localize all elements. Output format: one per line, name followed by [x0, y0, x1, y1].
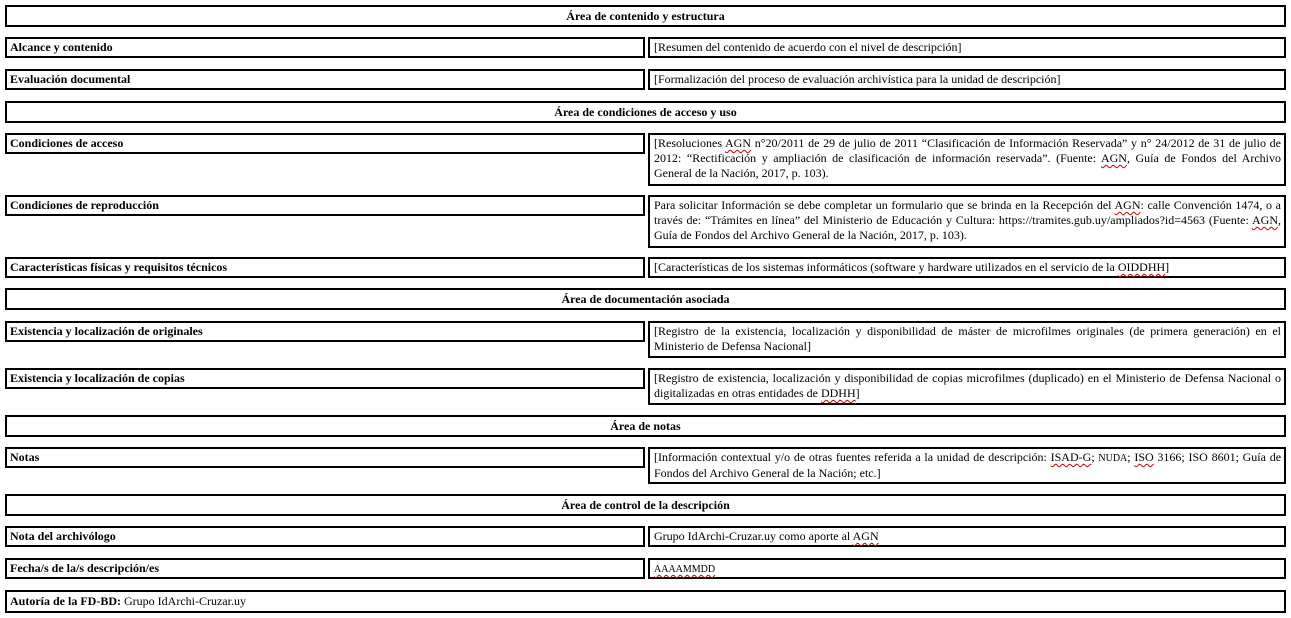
label-autoria: Autoría de la FD-BD:: [10, 594, 121, 608]
value-archivologo: [648, 526, 1286, 547]
value-copias: [648, 368, 1286, 405]
text-fragment: 3166; ISO 8601; Guía de Fondos del Archivo General de la Nación; etc.]: [654, 450, 1282, 480]
text-fragment: Para solicitar Información se debe completar un formulario que se brinda en la Recepción del: [654, 198, 1115, 212]
label-notas: Notas: [5, 447, 645, 468]
spellcheck-word: AGN: [725, 136, 752, 150]
spellcheck-word: AGN: [852, 529, 879, 543]
text-fragment: ;: [1091, 450, 1099, 464]
text-fragment: Grupo IdArchi-Cruzar.uy como aporte al: [654, 529, 853, 543]
text-fragment: [Características de los sistemas informáticos (software y hardware utilizados en el servicio de la: [654, 260, 1118, 274]
autoria-row: [5, 590, 1286, 613]
value-caracteristicas: [648, 257, 1286, 278]
value-alcance: [Resumen del contenido de acuerdo con el nivel de descripción]: [648, 37, 1286, 58]
text-fragment: , Guía de Fondos del Archivo General de la Nación, 2017, p. 103).: [654, 213, 1281, 242]
text-fragment: [Resoluciones: [654, 136, 726, 150]
section-header-documentacion: Área de documentación asociada: [5, 288, 1286, 310]
text-fragment: ;: [1127, 450, 1135, 464]
label-condiciones-acceso: Condiciones de acceso: [5, 133, 645, 154]
section-header-contenido: Área de contenido y estructura: [5, 5, 1286, 27]
spellcheck-word: ISAD-G: [1050, 450, 1092, 464]
spellcheck-word: DDHH: [820, 386, 856, 400]
label-copias: Existencia y localización de copias: [5, 368, 645, 389]
spellcheck-word: OIDDHH: [1117, 260, 1166, 274]
text-fragment: ]: [1165, 260, 1170, 274]
label-originales: Existencia y localización de originales: [5, 321, 645, 342]
label-alcance: Alcance y contenido: [5, 37, 645, 58]
value-condiciones-reproduccion: [648, 195, 1286, 248]
value-notas: [648, 447, 1286, 484]
text-fragment: ]: [855, 386, 860, 400]
text-fragment: [Registro de existencia, localización y disponibilidad de copias microfilmes (duplicado) en el Ministerio de Defensa Nacional o digitalizadas en otras entidades de: [654, 371, 1281, 400]
spellcheck-word: ISO: [1134, 450, 1154, 464]
text-fragment: : calle Convención 1474, o a través de: “Trámites en línea” del Ministerio de Educación y Cultura: https://tramites.gub.uy/ampliados?id=4563 (Fuente:: [654, 198, 1281, 227]
text-fragment: , Guía de Fondos del Archivo General de la Nación, 2017, p. 103).: [654, 151, 1281, 180]
value-autoria: Grupo IdArchi-Cruzar.uy: [121, 594, 246, 608]
spellcheck-word: AAAAMMDD: [654, 564, 716, 575]
label-condiciones-reproduccion: Condiciones de reproducción: [5, 195, 645, 216]
value-fecha: [648, 558, 1286, 579]
spellcheck-word: AGN: [1100, 151, 1127, 165]
section-header-acceso: Área de condiciones de acceso y uso: [5, 101, 1286, 123]
label-evaluacion: Evaluación documental: [5, 69, 645, 90]
section-header-control: Área de control de la descripción: [5, 494, 1286, 516]
value-condiciones-acceso: [648, 133, 1286, 186]
spellcheck-word: AGN: [1252, 213, 1278, 227]
label-caracteristicas: Características físicas y requisitos técnicos: [5, 257, 645, 278]
spellcheck-word: AGN: [1114, 198, 1141, 212]
text-fragment: NUDA: [1098, 453, 1128, 464]
value-evaluacion: [Formalización del proceso de evaluación archivística para la unidad de descripción]: [648, 69, 1286, 90]
value-originales: [Registro de la existencia, localización y disponibilidad de máster de microfilmes originales (de primera generación) en el Ministerio de Defensa Nacional]: [648, 321, 1286, 358]
section-header-notas: Área de notas: [5, 415, 1286, 437]
label-archivologo: Nota del archivólogo: [5, 526, 645, 547]
text-fragment: [Información contextual y/o de otras fuentes referida a la unidad de descripción:: [654, 450, 1051, 464]
text-fragment: n°20/2011 de 29 de julio de 2011 “Clasificación de Información Reservada” y n° 24/2012 de 31 de julio de 2012: “Rectificación y ampliación de clasificación de información reservada”. (Fuente:: [654, 136, 1281, 165]
label-fecha: Fecha/s de la/s descripción/es: [5, 558, 645, 579]
